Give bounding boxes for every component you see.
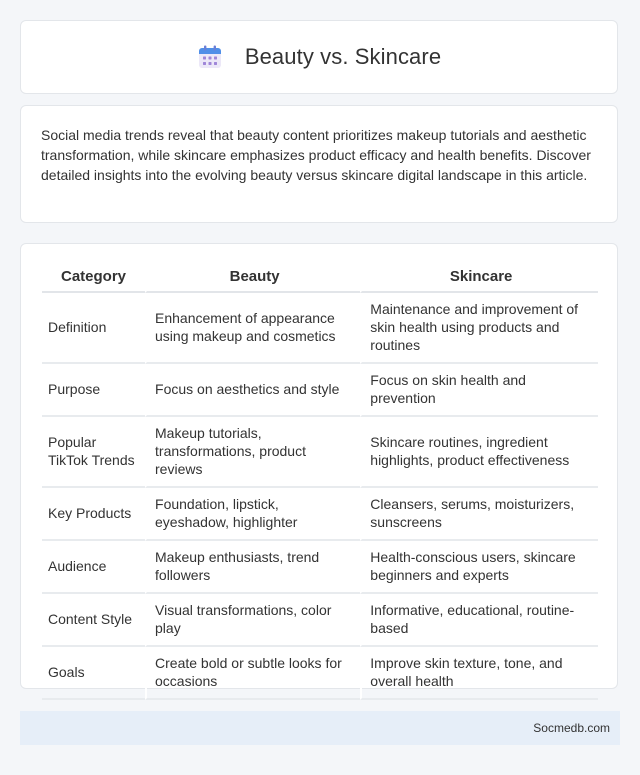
row-category: Popular TikTok Trends bbox=[42, 417, 145, 488]
calendar-icon bbox=[197, 44, 223, 70]
header-beauty: Beauty bbox=[145, 262, 360, 293]
header-skincare: Skincare bbox=[360, 262, 598, 293]
row-category: Key Products bbox=[42, 488, 145, 541]
row-category: Definition bbox=[42, 293, 145, 364]
footer-site-link[interactable]: Socmedb.com bbox=[533, 721, 610, 735]
title-card bbox=[20, 20, 618, 94]
table-header-row bbox=[42, 262, 598, 293]
comparison-table bbox=[42, 262, 598, 700]
table-row bbox=[42, 594, 598, 647]
row-category: Audience bbox=[42, 541, 145, 594]
row-beauty: Create bold or subtle looks for occasions bbox=[145, 647, 360, 700]
row-beauty: Focus on aesthetics and style bbox=[145, 364, 360, 417]
row-skincare: Focus on skin health and prevention bbox=[360, 364, 598, 417]
page-title: Beauty vs. Skincare bbox=[244, 44, 442, 69]
comparison-table-card bbox=[20, 243, 618, 689]
row-skincare: Maintenance and improvement of skin health using products and routines bbox=[360, 293, 598, 364]
row-beauty: Enhancement of appearance using makeup and cosmetics bbox=[145, 293, 360, 364]
table-row bbox=[42, 364, 598, 417]
header-category: Category bbox=[42, 262, 145, 293]
table-row bbox=[42, 647, 598, 700]
table-row bbox=[42, 293, 598, 364]
intro-card bbox=[20, 105, 618, 223]
row-beauty: Foundation, lipstick, eyeshadow, highlighter bbox=[145, 488, 360, 541]
row-skincare: Skincare routines, ingredient highlights, product effectiveness bbox=[360, 417, 598, 488]
row-beauty: Makeup enthusiasts, trend followers bbox=[145, 541, 360, 594]
table-row bbox=[42, 488, 598, 541]
row-skincare: Improve skin texture, tone, and overall health bbox=[360, 647, 598, 700]
row-beauty: Visual transformations, color play bbox=[145, 594, 360, 647]
row-category: Goals bbox=[42, 647, 145, 700]
row-beauty: Makeup tutorials, transformations, product reviews bbox=[145, 417, 360, 488]
table-row bbox=[42, 417, 598, 488]
row-skincare: Health-conscious users, skincare beginners and experts bbox=[360, 541, 598, 594]
intro-paragraph: Social media trends reveal that beauty content prioritizes makeup tutorials and aesthetic transformation, while skincare emphasizes product efficacy and health benefits. Discover detailed insights into the evolving beauty versus skincare digital landscape in this article. bbox=[41, 127, 591, 183]
row-category: Content Style bbox=[42, 594, 145, 647]
row-category: Purpose bbox=[42, 364, 145, 417]
row-skincare: Cleansers, serums, moisturizers, sunscreens bbox=[360, 488, 598, 541]
table-row bbox=[42, 541, 598, 594]
footer-bar bbox=[20, 711, 620, 745]
row-skincare: Informative, educational, routine-based bbox=[360, 594, 598, 647]
